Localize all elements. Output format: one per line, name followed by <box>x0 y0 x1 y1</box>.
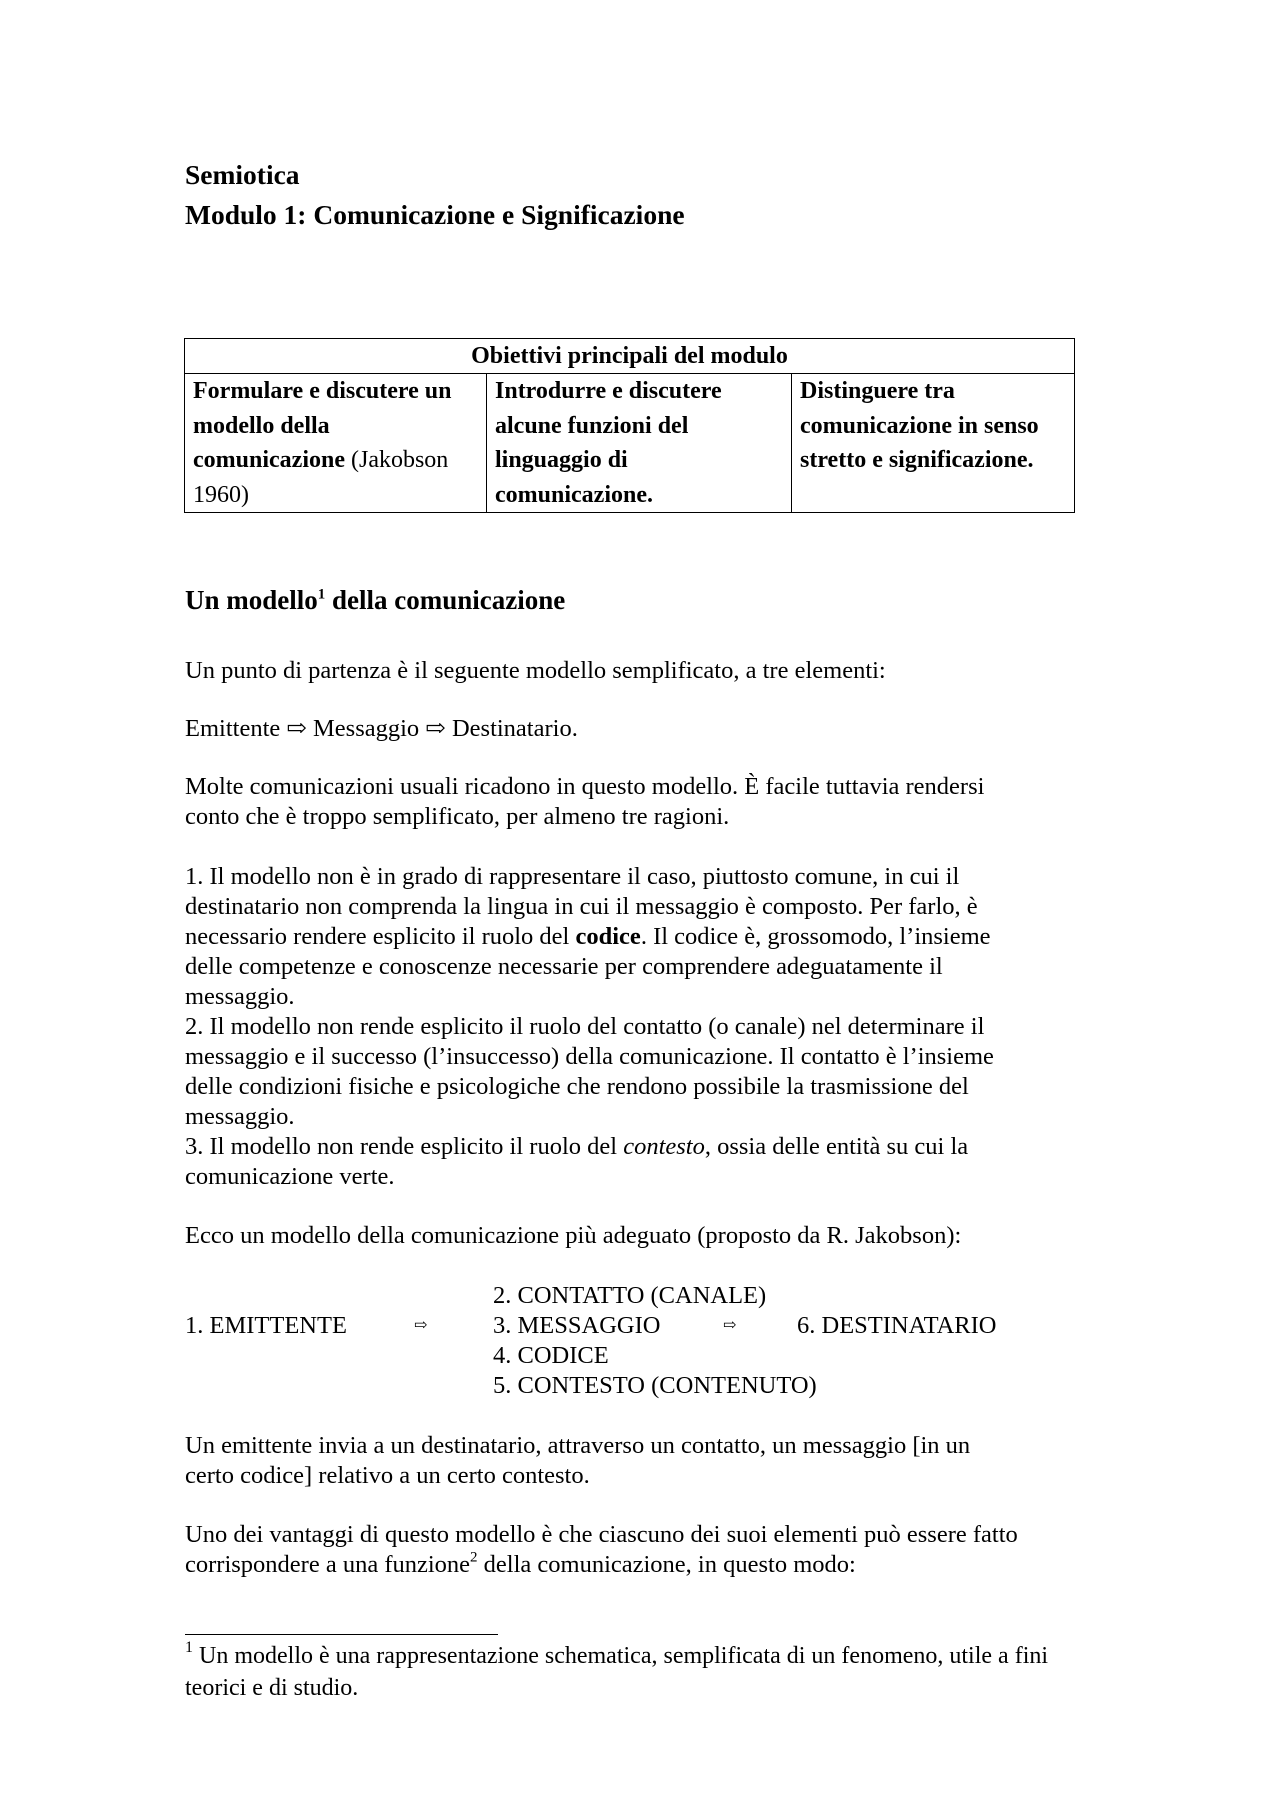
objective-2: Introdurre e discutere alcune funzioni del linguaggio di comunicazione. <box>487 374 792 513</box>
objectives-table-title: Obiettivi principali del modulo <box>185 339 1075 374</box>
model-sender: 1. EMITTENTE <box>185 1312 347 1339</box>
reason-2-line: 2. Il modello non rende esplicito il ruolo del contatto (o canale) nel determinare il <box>185 1013 985 1040</box>
reason-1-line: messaggio. <box>185 983 295 1010</box>
paragraph-line: Uno dei vantaggi di questo modello è che ciascuno dei suoi elementi può essere fatto <box>185 1521 1018 1548</box>
model-receiver: 6. DESTINATARIO <box>797 1312 997 1339</box>
footnote-divider <box>185 1634 498 1635</box>
paragraph-line: Molte comunicazioni usuali ricadono in questo modello. È facile tuttavia rendersi <box>185 773 985 800</box>
reason-1-line: 1. Il modello non è in grado di rappresentare il caso, piuttosto comune, in cui il <box>185 863 960 890</box>
arrow-right-icon: ⇨ <box>414 1317 428 1334</box>
objective-1-text: Formulare e discutere un modello della comunicazione <box>193 378 452 473</box>
reason-2-line: messaggio e il successo (l’insuccesso) della comunicazione. Il contatto è l’insieme <box>185 1043 994 1070</box>
model-message: 3. MESSAGGIO <box>493 1312 661 1339</box>
objective-3: Distinguere tra comunicazione in senso stretto e significazione. <box>792 374 1075 513</box>
footnote-ref-1[interactable]: 1 <box>317 586 326 603</box>
section-heading: Un modello$^1$ della comunicazione <box>185 585 566 615</box>
objective-1-reference: (Jakobson 1960) <box>193 447 449 508</box>
term-contesto: contesto <box>623 1133 705 1160</box>
paragraph: Ecco un modello della comunicazione più adeguato (proposto da R. Jakobson): <box>185 1222 962 1249</box>
paragraph: Un punto di partenza è il seguente modello semplificato, a tre elementi: <box>185 657 886 684</box>
footnote-text: Un modello è una rappresentazione schematica, semplificata di un fenomeno, utile a fini teorici e di studio. <box>185 1643 1049 1701</box>
model-context: 5. CONTESTO (CONTENUTO) <box>493 1372 817 1399</box>
footnote-ref-2[interactable]: 2 <box>470 1549 478 1566</box>
simple-model-line: Emittente ⇨ Messaggio ⇨ Destinatario. <box>185 715 578 742</box>
reason-1-line: delle competenze e conoscenze necessarie per comprendere adeguatamente il <box>185 953 943 980</box>
reason-2-line: messaggio. <box>185 1103 295 1130</box>
footnote-1 <box>185 1640 1075 1704</box>
reason-2-line: delle condizioni fisiche e psicologiche che rendono possibile la trasmissione del <box>185 1073 969 1100</box>
reason-1-line: destinatario non comprenda la lingua in cui il messaggio è composto. Per farlo, è <box>185 893 978 920</box>
objectives-table <box>184 338 1075 513</box>
reason-1-line: necessario rendere esplicito il ruolo del codice. Il codice è, grossomodo, l’insieme <box>185 923 991 950</box>
arrow-right-icon: ⇨ <box>723 1317 737 1334</box>
paragraph-line: certo codice] relativo a un certo contesto. <box>185 1462 590 1489</box>
term-codice: codice <box>575 923 641 950</box>
paragraph-line: conto che è troppo semplificato, per almeno tre ragioni. <box>185 803 730 830</box>
footnote-marker: 1 <box>185 1638 193 1656</box>
model-code: 4. CODICE <box>493 1342 609 1369</box>
reason-3-line: 3. Il modello non rende esplicito il ruolo del contesto, ossia delle entità su cui la <box>185 1133 969 1160</box>
course-title: Semiotica <box>185 159 300 190</box>
paragraph-line: Un emittente invia a un destinatario, attraverso un contatto, un messaggio [in un <box>185 1432 971 1459</box>
model-contact: 2. CONTATTO (CANALE) <box>493 1282 767 1309</box>
objective-1 <box>185 374 487 513</box>
reason-3-line: comunicazione verte. <box>185 1163 395 1190</box>
module-title: Modulo 1: Comunicazione e Significazione <box>185 199 685 230</box>
paragraph-line: corrispondere a una funzione$^2$ della comunicazione, in questo modo: <box>185 1549 856 1578</box>
